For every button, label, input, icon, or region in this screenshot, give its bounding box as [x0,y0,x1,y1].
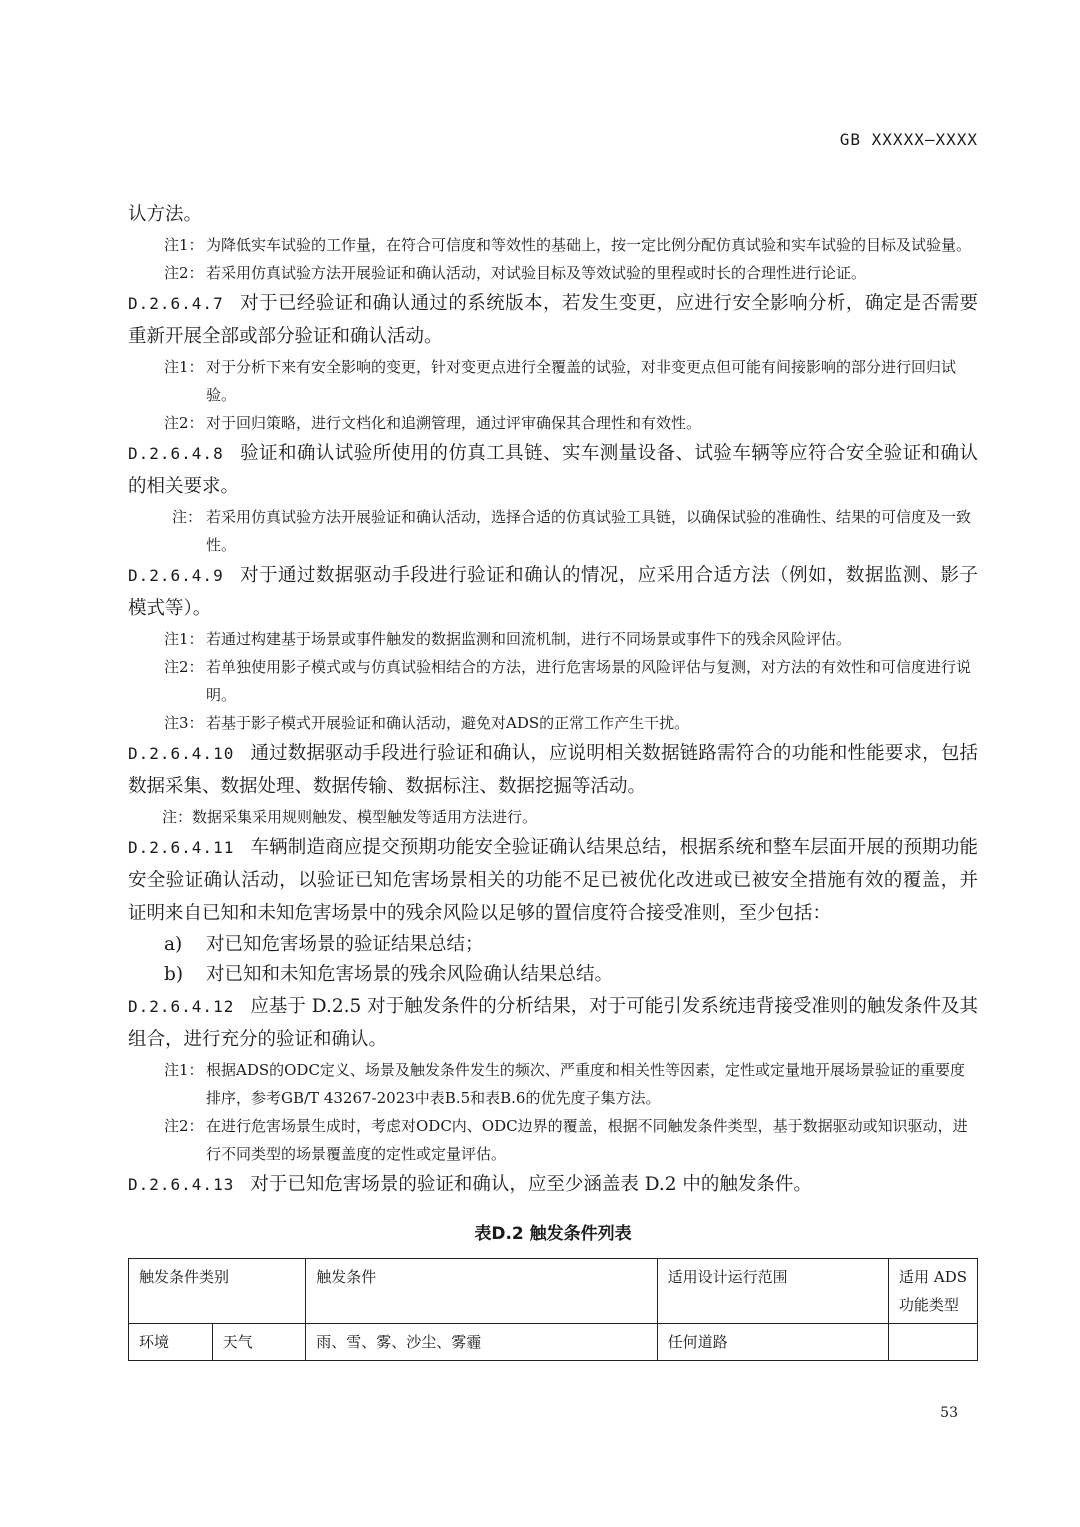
note: 注2： 在进行危害场景生成时，考虑对ODC内、ODC边界的覆盖，根据不同触发条件类型，基于数据驱动或知识驱动，进行不同类型的场景覆盖度的定性或定量评估。 [128,1112,978,1168]
note-label: 注2： [164,414,204,432]
table-header-row [129,1259,978,1324]
clause-block [128,198,978,1201]
note: 注3： 若基于影子模式开展验证和确认活动，避免对ADS的正常工作产生干扰。 [128,709,978,737]
cell-odd: 任何道路 [657,1324,888,1361]
list-item-marker: a) [164,934,183,955]
trigger-condition-table [128,1258,978,1361]
note-label: 注1： [164,630,204,648]
page-number: 53 [940,1405,958,1421]
note-label: 注： [162,808,193,826]
clause-paragraph: D.2.6.4.12 应基于 D.2.5 对于触发条件的分析结果，对于可能引发系统违背接受准则的触发条件及其组合，进行充分的验证和确认。 [128,996,978,1050]
note: 注1： 根据ADS的ODC定义、场景及触发条件发生的频次、严重度和相关性等因素，定性或定量地开展场景验证的重要度排序，参考GB/T 43267-2023中表B.5和表B.6的优先度子集方法。 [128,1056,978,1112]
clause-paragraph: D.2.6.4.9 对于通过数据驱动手段进行验证和确认的情况，应采用合适方法（例如，数据监测、影子模式等）。 [128,565,978,619]
clause-number: D.2.6.4.11 [128,838,235,857]
clause-paragraph: D.2.6.4.13 对于已知危害场景的验证和确认，应至少涵盖表 D.2 中的触发条件。 [128,1174,812,1195]
note: 注2： 若单独使用影子模式或与仿真试验相结合的方法，进行危害场景的风险评估与复测，对方法的有效性和可信度进行说明。 [128,653,978,709]
note-label: 注2： [164,1117,204,1135]
table-caption: 表D.2 触发条件列表 [474,1224,632,1244]
cell-category-2: 天气 [212,1324,306,1361]
list-item: a) 对已知危害场景的验证结果总结； [128,930,978,960]
cell-category-1: 环境 [129,1324,213,1361]
header-odd: 适用设计运行范围 [657,1259,888,1324]
cell-ads-type [888,1324,977,1361]
clause-paragraph: D.2.6.4.7 对于已经验证和确认通过的系统版本，若发生变更，应进行安全影响分析，确定是否需要重新开展全部或部分验证和确认活动。 [128,293,978,347]
paragraph: 认方法。 [128,204,203,225]
table-row [129,1324,978,1361]
note-label: 注2： [164,658,204,676]
cell-condition: 雨、雪、雾、沙尘、雾霾 [306,1324,657,1361]
clause-number: D.2.6.4.13 [128,1175,235,1194]
header-condition: 触发条件 [306,1259,657,1324]
clause-number: D.2.6.4.9 [128,566,224,585]
clause-number: D.2.6.4.8 [128,444,224,463]
header-category: 触发条件类别 [129,1259,306,1324]
list-item-marker: b) [164,964,184,985]
note: 注1： 为降低实车试验的工作量，在符合可信度和等效性的基础上，按一定比例分配仿真试验和实车试验的目标及试验量。 [128,231,978,259]
note-label: 注： [172,508,203,526]
document-code: GB XXXXX—XXXX [839,130,978,149]
note: 注1： 对于分析下来有安全影响的变更，针对变更点进行全覆盖的试验，对非变更点但可能有间接影响的部分进行回归试验。 [128,353,978,409]
clause-number: D.2.6.4.7 [128,294,224,313]
note: 注1： 若通过构建基于场景或事件触发的数据监测和回流机制，进行不同场景或事件下的残余风险评估。 [128,625,978,653]
clause-paragraph: D.2.6.4.10 通过数据驱动手段进行验证和确认，应说明相关数据链路需符合的功能和性能要求，包括数据采集、数据处理、数据传输、数据标注、数据挖掘等活动。 [128,743,978,797]
note-label: 注1： [164,236,204,254]
note-label: 注1： [164,358,204,376]
clause-number: D.2.6.4.12 [128,997,235,1016]
note-label: 注3： [164,714,204,732]
note: 注2： 对于回归策略，进行文档化和追溯管理，通过评审确保其合理性和有效性。 [128,409,978,437]
clause-paragraph: D.2.6.4.11 车辆制造商应提交预期功能安全验证确认结果总结，根据系统和整车层面开展的预期功能安全验证确认活动，以验证已知危害场景相关的功能不足已被优化改进或已被安全措施有效的覆盖，并证明来自已知和未知危害场景中的残余风险以足够的置信度符合接受准则，至少包括： [128,837,978,924]
document-body [128,198,978,1361]
clause-paragraph: D.2.6.4.8 验证和确认试验所使用的仿真工具链、实车测量设备、试验车辆等应符合安全验证和确认的相关要求。 [128,443,978,497]
header-ads-type: 适用 ADS 功能类型 [888,1259,977,1324]
clause-number: D.2.6.4.10 [128,744,235,763]
note: 注：数据采集采用规则触发、模型触发等适用方法进行。 [162,808,538,826]
list-item: b) 对已知和未知危害场景的残余风险确认结果总结。 [128,960,978,990]
note: 注2： 若采用仿真试验方法开展验证和确认活动，对试验目标及等效试验的里程或时长的合理性进行论证。 [128,259,978,287]
note-label: 注1： [164,1061,204,1079]
note-label: 注2： [164,264,204,282]
note: 注： 若采用仿真试验方法开展验证和确认活动，选择合适的仿真试验工具链，以确保试验的准确性、结果的可信度及一致性。 [128,503,978,559]
